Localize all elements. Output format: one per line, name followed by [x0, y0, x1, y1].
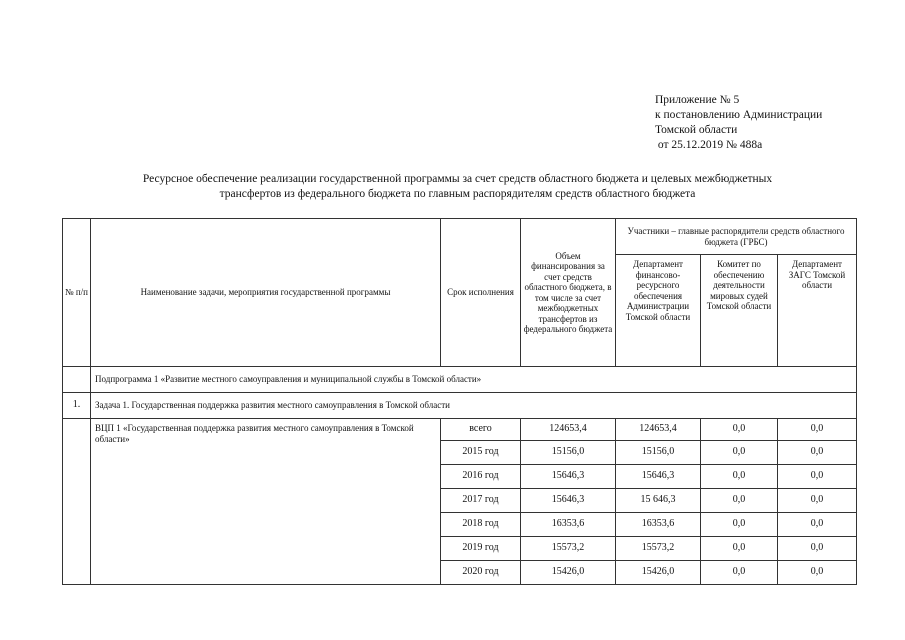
dept1-cell: 15573,2 — [616, 537, 701, 561]
dept1-cell: 15 646,3 — [616, 489, 701, 513]
dept3-cell: 0,0 — [778, 537, 857, 561]
appendix-line: от 25.12.2019 № 488а — [655, 139, 763, 151]
dept1-cell: 15646,3 — [616, 465, 701, 489]
dept3-cell: 0,0 — [778, 513, 857, 537]
empty-cell — [63, 419, 91, 585]
dept3-cell: 0,0 — [778, 441, 857, 465]
period-cell: 2018 год — [441, 513, 521, 537]
vcp-name: ВЦП 1 «Государственная поддержка развития местного самоуправления в Томской области» — [91, 419, 441, 585]
period-cell: 2016 год — [441, 465, 521, 489]
header-participants: Участники – главные распорядители средств областного бюджета (ГРБС) — [616, 219, 857, 255]
subprogram-title: Подпрограмма 1 «Развитие местного самоуправления и муниципальной службы в Томской области» — [91, 367, 857, 393]
period-cell: 2020 год — [441, 561, 521, 585]
header-dept1: Департамент финансово-ресурсного обеспечения Администрации Томской области — [616, 255, 701, 367]
total-cell: 15646,3 — [521, 489, 616, 513]
dept3-cell: 0,0 — [778, 561, 857, 585]
period-cell: 2017 год — [441, 489, 521, 513]
dept1-cell: 15156,0 — [616, 441, 701, 465]
header-dept2: Комитет по обеспечению деятельности мировых судей Томской области — [701, 255, 778, 367]
header-term: Срок исполнения — [441, 219, 521, 367]
header-num: № п/п — [63, 219, 91, 367]
dept2-cell: 0,0 — [701, 561, 778, 585]
appendix-line: к постановлению Администрации — [655, 109, 823, 121]
period-cell: всего — [441, 419, 521, 441]
dept1-cell: 124653,4 — [616, 419, 701, 441]
task-title: Задача 1. Государственная поддержка развития местного самоуправления в Томской области — [91, 393, 857, 419]
dept2-cell: 0,0 — [701, 489, 778, 513]
empty-cell — [63, 367, 91, 393]
dept2-cell: 0,0 — [701, 513, 778, 537]
resource-table — [62, 218, 857, 585]
title-line: Ресурсное обеспечение реализации государственной программы за счет средств областного бюджета и целевых межбюджетных — [142, 173, 773, 185]
total-cell: 16353,6 — [521, 513, 616, 537]
total-cell: 15156,0 — [521, 441, 616, 465]
period-cell: 2019 год — [441, 537, 521, 561]
dept1-cell: 16353,6 — [616, 513, 701, 537]
header-name: Наименование задачи, мероприятия государственной программы — [91, 219, 441, 367]
total-cell: 15426,0 — [521, 561, 616, 585]
dept2-cell: 0,0 — [701, 537, 778, 561]
total-cell: 124653,4 — [521, 419, 616, 441]
total-cell: 15573,2 — [521, 537, 616, 561]
dept3-cell: 0,0 — [778, 465, 857, 489]
document-title — [60, 172, 855, 202]
dept2-cell: 0,0 — [701, 465, 778, 489]
appendix-line: Приложение № 5 — [655, 94, 740, 106]
period-cell: 2015 год — [441, 441, 521, 465]
dept1-cell: 15426,0 — [616, 561, 701, 585]
dept3-cell: 0,0 — [778, 489, 857, 513]
total-cell: 15646,3 — [521, 465, 616, 489]
dept3-cell: 0,0 — [778, 419, 857, 441]
dept2-cell: 0,0 — [701, 441, 778, 465]
dept2-cell: 0,0 — [701, 419, 778, 441]
title-line: трансфертов из федерального бюджета по главным распорядителям средств областного бюджета — [219, 188, 696, 200]
appendix-block — [655, 93, 822, 153]
header-dept3: Департамент ЗАГС Томской области — [778, 255, 857, 367]
header-volume: Объем финансирования за счет средств областного бюджета, в том числе за счет межбюджетных трансфертов из федерального бюджета — [521, 219, 616, 367]
task-num: 1. — [63, 393, 91, 419]
appendix-line: Томской области — [655, 124, 738, 136]
